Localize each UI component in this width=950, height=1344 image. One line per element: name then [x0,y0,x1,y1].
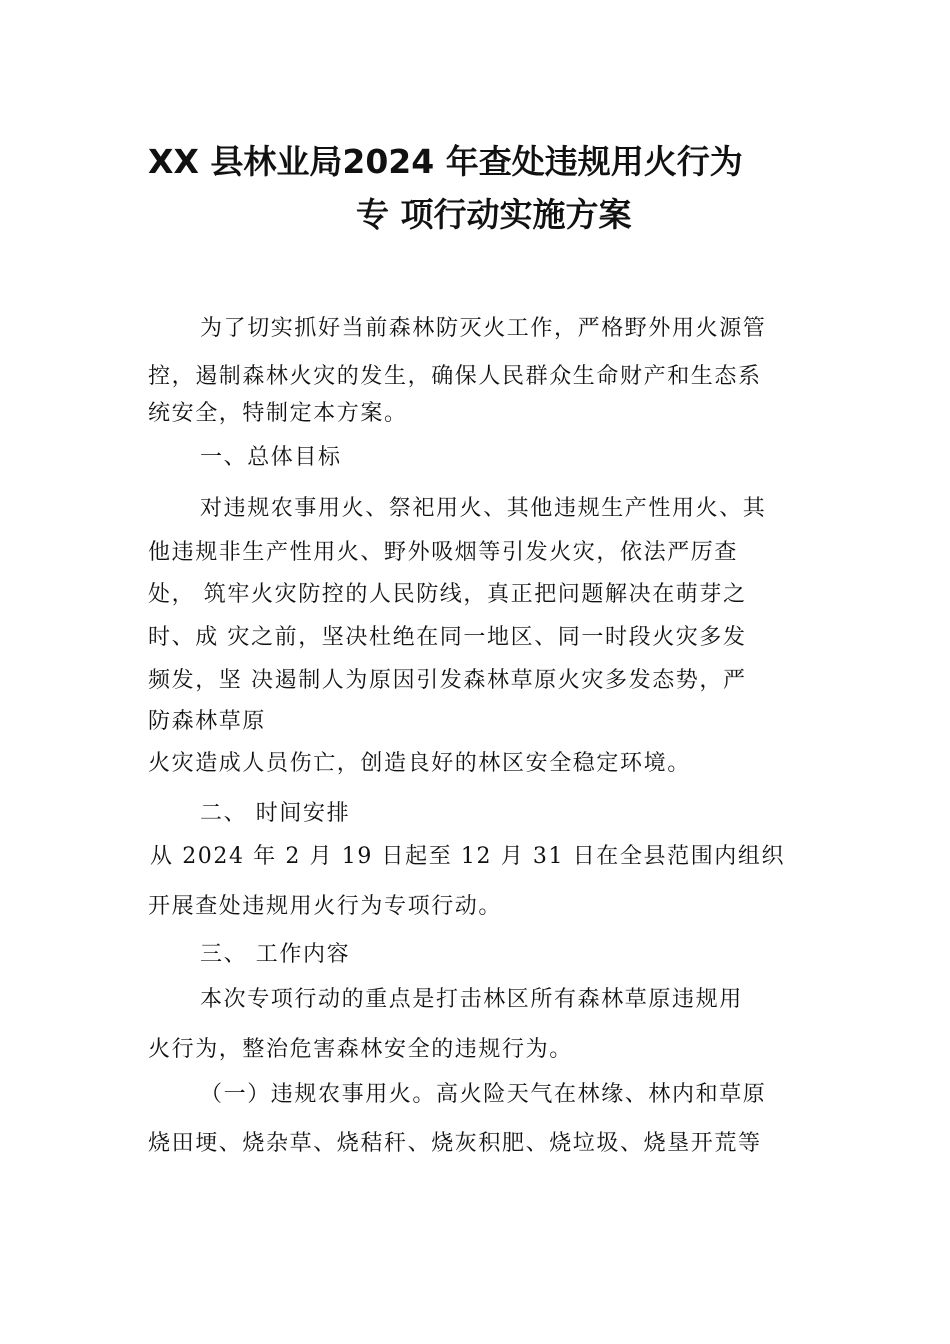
paragraph-goal-line-6: 防森林草原 [148,709,267,734]
paragraph-schedule-line-2: 开展查处违规用火行为专项行动。 [148,894,503,919]
paragraph-schedule-line-1: 从 2024 年 2 月 19 日起至 12 月 31 日在全县范围内组织 [150,844,786,869]
paragraph-intro-line-2: 控，遏制森林火灾的发生，确保人民群众生命财产和生态系 [148,364,762,389]
document-title-line-1: XX 县林业局2024 年查处违规用火行为 [148,142,743,181]
document-title-line-2: 专 项行动实施方案 [356,195,632,234]
paragraph-content-line-2: 火行为，整治危害森林安全的违规行为。 [148,1037,573,1062]
paragraph-goal-line-7: 火灾造成人员伤亡，创造良好的林区安全稳定环境。 [148,751,691,776]
paragraph-item-1-line-1: （一）违规农事用火。高火险天气在林缘、林内和草原 [200,1082,767,1107]
section-heading-3: 三、 工作内容 [200,942,351,967]
paragraph-item-1-line-2: 烧田埂、烧杂草、烧秸秆、烧灰积肥、烧垃圾、烧垦开荒等 [148,1131,762,1156]
paragraph-goal-line-1: 对违规农事用火、祭祀用火、其他违规生产性用火、其 [200,496,767,521]
paragraph-intro-line-1: 为了切实抓好当前森林防灭火工作，严格野外用火源管 [200,316,767,341]
paragraph-goal-line-2: 他违规非生产性用火、野外吸烟等引发火灾，依法严厉查 [148,540,739,565]
paragraph-intro-line-3: 统安全，特制定本方案。 [148,401,408,426]
section-heading-2: 二、 时间安排 [200,801,351,826]
paragraph-goal-line-3: 处， 筑牢火灾防控的人民防线，真正把问题解决在萌芽之 [148,582,747,607]
section-heading-1: 一、总体目标 [200,445,342,470]
paragraph-goal-line-5: 频发，坚 决遏制人为原因引发森林草原火灾多发态势，严 [148,668,747,693]
paragraph-content-line-1: 本次专项行动的重点是打击林区所有森林草原违规用 [200,987,743,1012]
paragraph-goal-line-4: 时、成 灾之前，坚决杜绝在同一地区、同一时段火灾多发 [148,625,747,650]
